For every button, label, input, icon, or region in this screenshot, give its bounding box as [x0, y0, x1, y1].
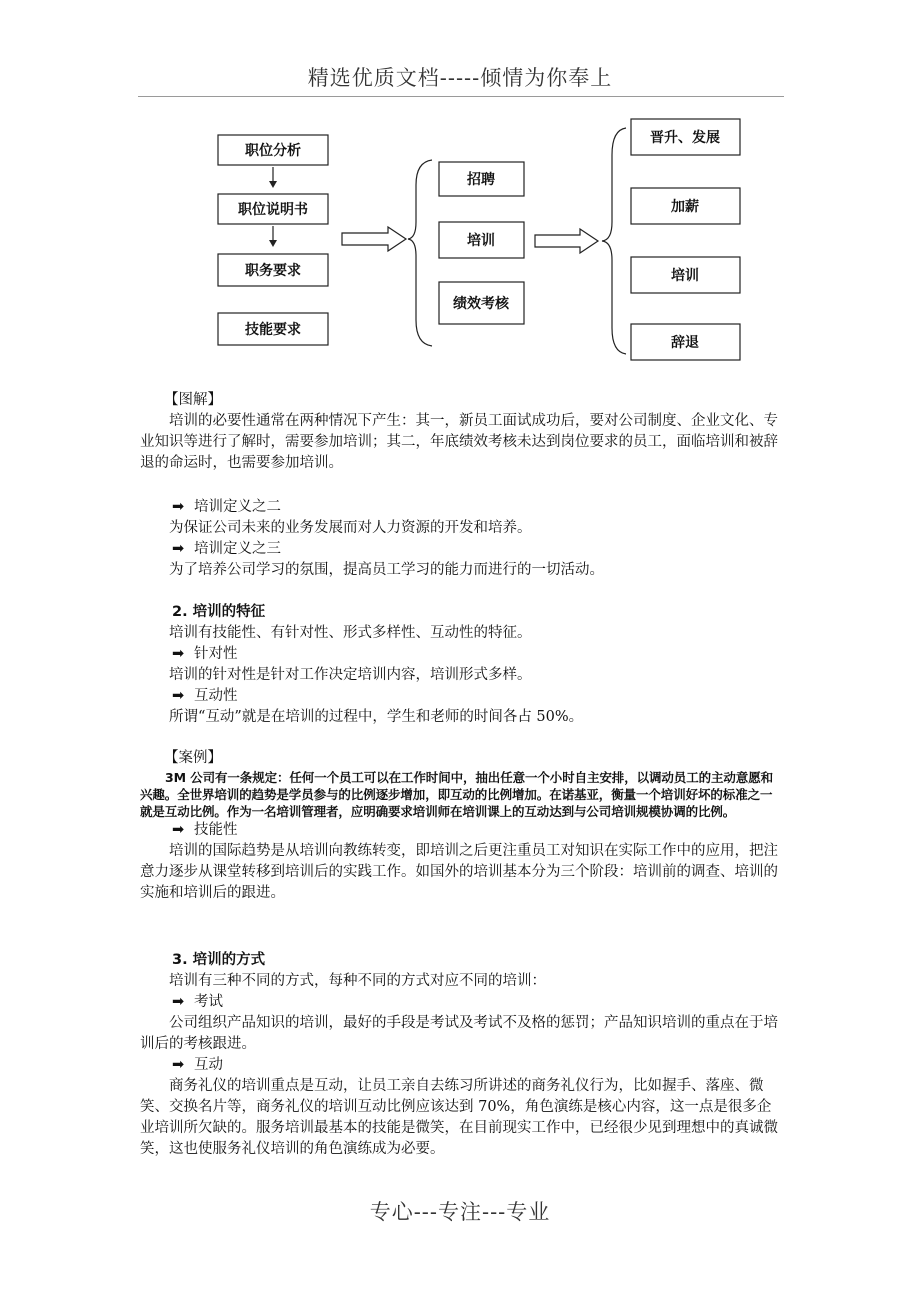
section-2-intro: 培训有技能性、有针对性、形式多样性、互动性的特征。 — [169, 625, 532, 641]
brace-1 — [408, 160, 432, 346]
arrow-bullet-icon: ➡ — [172, 822, 185, 838]
caption-case: 【案例】 — [164, 750, 222, 766]
def2-text: 为保证公司未来的业务发展而对人力资源的开发和培养。 — [169, 520, 532, 536]
brace-2 — [602, 128, 626, 354]
section-3-heading: 3. 培训的方式 — [172, 952, 266, 968]
box-dismissal-label: 辞退 — [671, 335, 699, 351]
hollow-arrow-1 — [342, 227, 406, 251]
interact-title: ➡ 互动 — [140, 1055, 780, 1076]
box-skill-requirements-label: 技能要求 — [245, 322, 301, 338]
body-section-3 — [140, 602, 780, 728]
box-job-analysis-label: 职位分析 — [245, 143, 301, 159]
def2-title: ➡ 培训定义之二 — [140, 497, 780, 518]
arrow-bullet-icon: ➡ — [172, 688, 185, 704]
box-promotion-label: 晋升、发展 — [650, 130, 720, 146]
skill-title: ➡ 技能性 — [140, 820, 780, 841]
body-section-5 — [140, 950, 780, 1160]
exam-text: 公司组织产品知识的培训，最好的手段是考试及考试不及格的惩罚；产品知识培训的重点在于培训后的考核跟进。 — [140, 1015, 778, 1052]
case-text: 3M 公司有一条规定：任何一个员工可以在工作时间中，抽出任意一个小时自主安排，以调动员工的主动意愿和兴趣。全世界培训的趋势是学员参与的比例逐步增加，即互动的比例增加。在诺基亚，衡量一个培训好坏的标准之一就是互动比例。作为一名培训管理者，应明确要求培训师在培训课上的互动达到与公司培训规模协调的比例。 — [140, 770, 773, 819]
body-section-2 — [140, 497, 780, 581]
interactive-text: 所谓“互动”就是在培训的过程中，学生和老师的时间各占 50%。 — [169, 709, 584, 725]
arrow-bullet-icon: ➡ — [172, 541, 185, 557]
targeted-title: ➡ 针对性 — [140, 644, 780, 665]
arrow-bullet-icon: ➡ — [172, 499, 185, 515]
box-duty-requirements-label: 职务要求 — [245, 263, 301, 279]
body-section-4 — [140, 748, 780, 904]
interact-text: 商务礼仪的培训重点是互动，让员工亲自去练习所讲述的商务礼仪行为，比如握手、落座、微笑、交换名片等，商务礼仪的培训互动比例应该达到 70%，角色演练是核心内容，这一点是很多企业培训所欠缺的。服务培训最基本的技能是微笑，在目前现实工作中，已经很少见到理想中的真诚微笑，这也使服务礼仪培训的角色演练成为必要。 — [140, 1078, 778, 1157]
caption-diagram: 【图解】 — [164, 392, 222, 408]
box-raise-label: 加薪 — [671, 199, 699, 215]
section-2-heading: 2. 培训的特征 — [172, 604, 266, 620]
box-recruitment-label: 招聘 — [467, 172, 495, 188]
intro-paragraph: 培训的必要性通常在两种情况下产生：其一，新员工面试成功后，要对公司制度、企业文化、专业知识等进行了解时，需要参加培训；其二，年底绩效考核未达到岗位要求的员工，面临培训和被辞退的命运时，也需要参加培训。 — [140, 413, 778, 471]
exam-title: ➡ 考试 — [140, 992, 780, 1013]
arrow-bullet-icon: ➡ — [172, 646, 185, 662]
body-section-1 — [140, 390, 780, 474]
box-performance-review-label: 绩效考核 — [453, 296, 509, 312]
def3-text: 为了培养公司学习的氛围，提高员工学习的能力而进行的一切活动。 — [169, 562, 604, 578]
flow-diagram — [0, 0, 920, 380]
page-footer-title: 专心---专注---专业 — [369, 1200, 551, 1224]
page-header-title: 精选优质文档-----倾情为你奉上 — [307, 66, 613, 90]
skill-text: 培训的国际趋势是从培训向教练转变，即培训之后更注重员工对知识在实际工作中的应用，把注意力逐步从课堂转移到培训后的实践工作。如国外的培训基本分为三个阶段：培训前的调查、培训的实施和培训后的跟进。 — [140, 843, 778, 901]
def3-title: ➡ 培训定义之三 — [140, 539, 780, 560]
interactive-title: ➡ 互动性 — [140, 686, 780, 707]
targeted-text: 培训的针对性是针对工作决定培训内容，培训形式多样。 — [169, 667, 532, 683]
arrow-bullet-icon: ➡ — [172, 1057, 185, 1073]
box-job-description-label: 职位说明书 — [238, 202, 308, 218]
box-training-right-label: 培训 — [671, 268, 699, 284]
box-training-mid-label: 培训 — [467, 233, 495, 249]
section-3-intro: 培训有三种不同的方式，每种不同的方式对应不同的培训： — [169, 973, 546, 989]
arrow-bullet-icon: ➡ — [172, 994, 185, 1010]
hollow-arrow-2 — [535, 229, 598, 253]
